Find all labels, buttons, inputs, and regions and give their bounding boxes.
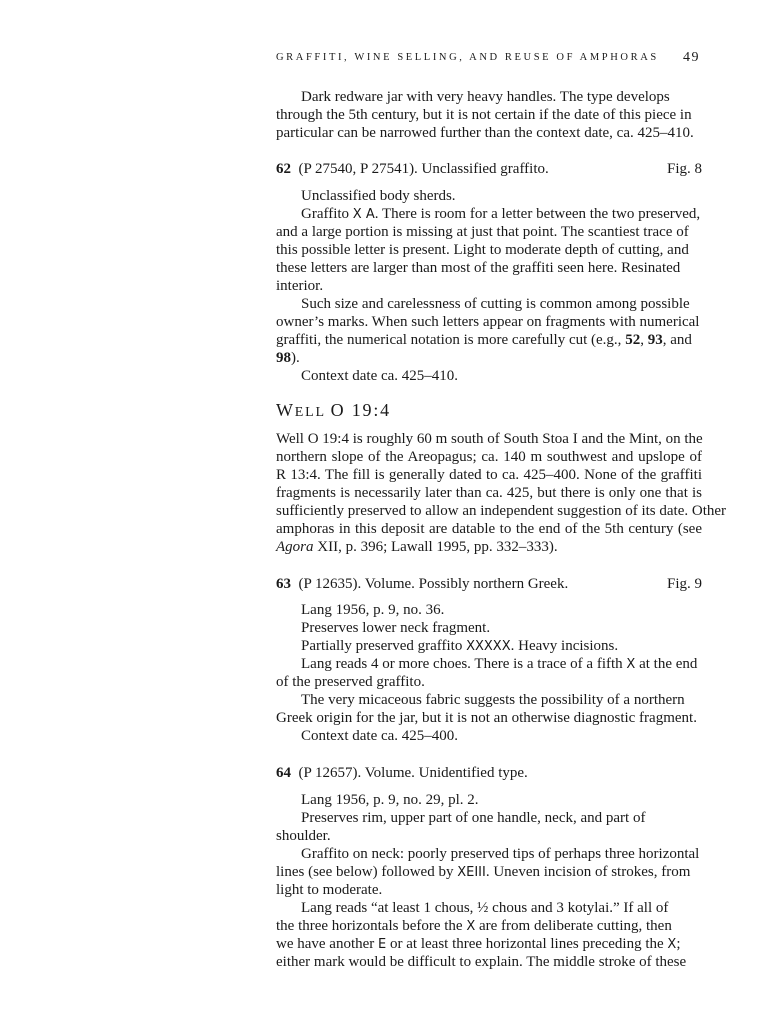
- entry-64-line: Preserves rim, upper part of one handle, neck, and part of: [301, 810, 646, 826]
- text-run: or at least three horizontal lines preceding the: [386, 936, 668, 952]
- graffito-text: X: [466, 919, 476, 934]
- entry-63-line: Preserves lower neck fragment.: [301, 620, 491, 636]
- entry-64-line: Graffito on neck: poorly preserved tips of perhaps three horizontal: [301, 846, 700, 862]
- entry-64-line: [276, 935, 680, 954]
- entry-63-line: Greek origin for the jar, but it is not an otherwise diagnostic fragment.: [276, 710, 697, 726]
- text-run: lines (see below) followed by: [276, 864, 458, 880]
- entry-title: (P 27540, P 27541). Unclassified graffito.: [298, 161, 549, 177]
- entry-62-line: Context date ca. 425–410.: [301, 368, 459, 384]
- graffito-text: E: [378, 937, 387, 952]
- heading-smallcaps: ELL: [294, 405, 331, 420]
- catalog-ref: 93: [647, 332, 663, 348]
- figure-reference: Fig. 9: [666, 576, 702, 592]
- heading-number: 19:4: [345, 400, 391, 420]
- entry-62-line: owner’s marks. When such letters appear on fragments with numerical: [276, 314, 700, 330]
- graffito-text: XXXXX: [466, 639, 511, 654]
- entry-62-heading: [276, 160, 549, 178]
- journal-title: Agora: [276, 539, 314, 555]
- entry-62-line: [301, 205, 700, 224]
- section-line: amphoras in this deposit are datable to the end of the 5th century (see: [276, 521, 702, 537]
- entry-63-heading: [276, 575, 568, 593]
- page-number: 49: [683, 50, 700, 65]
- section-line: [276, 538, 558, 556]
- entry-64-line: Lang 1956, p. 9, no. 29, pl. 2.: [301, 792, 479, 808]
- text-run: graffiti, the numerical notation is more carefully cut (e.g.,: [276, 332, 626, 348]
- text-run: ).: [291, 350, 300, 366]
- text-run: . Heavy incisions.: [510, 638, 619, 654]
- section-line: Well O 19:4 is roughly 60 m south of South Stoa I and the Mint, on the: [276, 431, 703, 447]
- entry-62-line: interior.: [276, 278, 324, 294]
- graffito-text: X: [626, 657, 636, 672]
- text-run: Lang reads 4 or more choes. There is a trace of a fifth: [301, 656, 627, 672]
- entry-63-line: [301, 655, 697, 674]
- section-line: northern slope of the Areopagus; ca. 140 m southwest and upslope of: [276, 449, 702, 465]
- catalog-ref: 52: [625, 332, 641, 348]
- section-line: fragments is necessarily later than ca. 425, but there is only one that is: [276, 485, 702, 501]
- entry-63-line: The very micaceous fabric suggests the possibility of a northern: [301, 692, 685, 708]
- section-line: sufficiently preserved to allow an independent suggestion of its date. Other: [276, 503, 727, 519]
- heading-initial: O: [330, 400, 346, 420]
- text-run: Graffito: [301, 206, 353, 222]
- running-title: GRAFFITI, WINE SELLING, AND REUSE OF AMPHORAS: [276, 52, 659, 63]
- intro-line-2: through the 5th century, but it is not certain if the date of this piece in: [276, 107, 692, 123]
- entry-62-line: and a large portion is missing at just that point. The scantiest trace of: [276, 224, 689, 240]
- entry-62-line: these letters are larger than most of the graffiti seen here. Resinated: [276, 260, 681, 276]
- text-run: XII, p. 396; Lawall 1995, pp. 332–333).: [313, 539, 558, 555]
- entry-63-line: Context date ca. 425–400.: [301, 728, 459, 744]
- entry-62-line: [276, 349, 300, 367]
- entry-64-line: Lang reads “at least 1 chous, ½ chous and 3 kotylai.” If all of: [301, 900, 669, 916]
- graffito-text: X: [667, 937, 677, 952]
- entry-63-line: of the preserved graffito.: [276, 674, 425, 690]
- entry-62-line: Unclassified body sherds.: [301, 188, 456, 204]
- entry-64-line: either mark would be difficult to explain. The middle stroke of these: [276, 954, 687, 970]
- entry-title: (P 12657). Volume. Unidentified type.: [298, 765, 528, 781]
- text-run: the three horizontals before the: [276, 918, 467, 934]
- text-run: Partially preserved graffito: [301, 638, 467, 654]
- text-run: . There is room for a letter between the two preserved,: [374, 206, 701, 222]
- entry-number: 64: [276, 765, 291, 781]
- entry-64-line: [276, 863, 690, 882]
- entry-number: 63: [276, 576, 291, 592]
- catalog-ref: 98: [276, 350, 291, 366]
- entry-62-line: graffiti, the numerical notation is more carefully cut (e.g., 52, 93, and: [276, 332, 692, 348]
- entry-62-line: Such size and carelessness of cutting is common among possible: [301, 296, 690, 312]
- entry-title: (P 12635). Volume. Possibly northern Greek.: [298, 576, 569, 592]
- entry-64-line: [276, 917, 672, 936]
- entry-62-line: this possible letter is present. Light to moderate depth of cutting, and: [276, 242, 689, 258]
- entry-64-line: shoulder.: [276, 828, 331, 844]
- entry-64-heading: [276, 764, 528, 782]
- entry-63-line: [301, 637, 618, 656]
- figure-reference: Fig. 8: [666, 161, 702, 177]
- entry-63-line: Lang 1956, p. 9, no. 36.: [301, 602, 445, 618]
- section-line: R 13:4. The fill is generally dated to ca. 425–400. None of the graffiti: [276, 467, 702, 483]
- intro-line-3: particular can be narrowed further than the context date, ca. 425–410.: [276, 125, 694, 141]
- text-run: are from deliberate cutting, then: [475, 918, 672, 934]
- entry-64-line: light to moderate.: [276, 882, 383, 898]
- text-run: at the end: [635, 656, 698, 672]
- heading-initial: W: [276, 400, 295, 420]
- graffito-text: XEIII: [457, 865, 486, 880]
- section-heading: [276, 400, 391, 421]
- entry-number: 62: [276, 161, 291, 177]
- text-run: ;: [676, 936, 681, 952]
- text-run: we have another: [276, 936, 379, 952]
- intro-line-1: Dark redware jar with very heavy handles. The type develops: [301, 89, 670, 105]
- graffito-text: X A: [352, 207, 375, 222]
- text-run: . Uneven incision of strokes, from: [485, 864, 691, 880]
- text-run: , and: [662, 332, 692, 348]
